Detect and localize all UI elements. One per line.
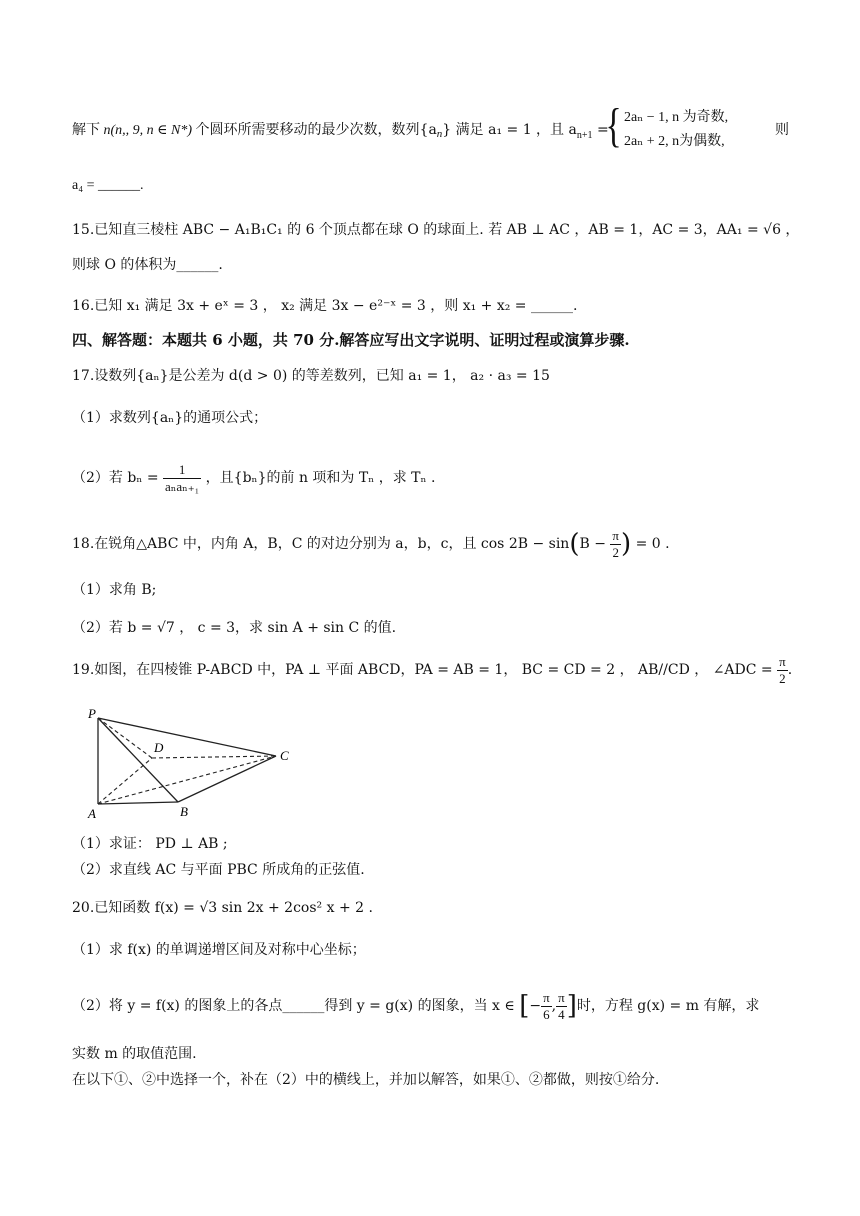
q17-part2-post: ，且{bₙ}的前 n 项和为 Tₙ ，求 Tₙ . (205, 470, 436, 486)
q18-line1-pre: 18.在锐角△ABC 中，内角 A，B，C 的对边分别为 a，b，c，且 cos 2B − sin (72, 536, 570, 552)
edge-PB (98, 718, 178, 802)
q14-math: n(n,, 9, n ∈ N*) (100, 123, 196, 138)
q19-part1: （1）求证： PD ⊥ AB ; (72, 836, 228, 852)
q20-part1: （1）求 f(x) 的单调递增区间及对称中心坐标； (72, 942, 366, 958)
q14-line2: a₄ = ______. (72, 178, 144, 193)
fraction-numerator: π (558, 989, 565, 1005)
q19-line1-pre: 19.如图，在四棱锥 P-ABCD 中，PA ⊥ 平面 ABCD，PA = AB = 1， BC = CD = 2 ， AB//CD ， ∠ADC = (72, 662, 778, 678)
q17-part1: （1）求数列{aₙ}的通项公式； (72, 410, 268, 426)
q17-fraction (163, 462, 201, 495)
fraction-denominator: 4 (558, 1006, 565, 1022)
label-B: B (180, 804, 188, 819)
q18-fraction (610, 528, 621, 561)
q18-line1: 18.在锐角△ABC 中，内角 A，B，C 的对边分别为 a，b，c，且 cos 2B − sin(B − $\frac{\pi}{2}$ ) = 0 . (72, 527, 670, 560)
q19-part2: （2）求直线 AC 与平面 PBC 所成角的正弦值. (72, 862, 365, 878)
interval-lhs-fraction (541, 990, 552, 1023)
q14-piecewise (602, 100, 792, 156)
q16-line1: 16.已知 x₁ 满足 3x + eˣ = 3 ， x₂ 满足 3x − e²⁻ˣ = 3 ，则 x₁ + x₂ = ______. (72, 298, 578, 314)
q20-part2-pre: （2）将 y = f(x) 的图象上的各点______得到 y = g(x) 的图象，当 x ∈ (72, 998, 520, 1014)
fraction-numerator: π (543, 989, 550, 1005)
q20-line-cont: 实数 m 的取值范围. (72, 1046, 197, 1062)
q20-part2: （2）将 y = f(x) 的图象上的各点______得到 y = g(x) 的图象，当 x ∈ [− $\frac{\pi}{6}$ , $\frac{\pi}{4}$ ]时，方程 g(x) = m 有解，求 (72, 989, 760, 1022)
fraction-denominator: aₙaₙ₊₁ (165, 478, 200, 494)
q17-part2 (72, 460, 800, 496)
q14-case-even: 2aₙ + 2, n为偶数, (624, 134, 725, 149)
edge-AD (98, 758, 152, 804)
q18-part2: （2）若 b = √7 ， c = 3，求 sin A + sin C 的值. (72, 620, 397, 636)
q14-text-mid: 个圆环所需要移动的最少次数，数列{a (195, 122, 437, 138)
edge-DC (152, 756, 276, 758)
q14-subscript: n+1 (576, 130, 593, 141)
q17-part2-pre: （2）若 bₙ = (72, 470, 164, 486)
q18-paren-text: B − (579, 536, 611, 552)
q20-part2-post: 时，方程 g(x) = m 有解，求 (576, 998, 760, 1014)
q18-line1-post: = 0 . (631, 536, 670, 552)
q14-case-odd: 2aₙ − 1, n 为奇数, (624, 110, 729, 125)
fraction-numerator: π (779, 653, 786, 669)
interval-rhs-fraction (556, 990, 567, 1023)
fraction-numerator: 1 (163, 462, 201, 479)
q14-text-pre: 解下 (72, 122, 100, 138)
q17-line1: 17.设数列{aₙ}是公差为 d(d > 0) 的等差数列，已知 a₁ = 1， a₂ · a₃ = 15 (72, 368, 550, 384)
piecewise-brace: { (605, 99, 622, 152)
pyramid-diagram (80, 706, 310, 826)
edge-BC (178, 756, 276, 802)
q14-eq: = (592, 122, 609, 138)
q15-line1: 15.已知直三棱柱 ABC − A₁B₁C₁ 的 6 个顶点都在球 O 的球面上. 若 AB ⊥ AC ，AB = 1，AC = 3，AA₁ = √6 ， (72, 222, 800, 238)
q14-text-mid2: } 满足 a₁ = 1 ，且 a (442, 122, 577, 138)
fraction-numerator: π (612, 527, 619, 543)
fraction-denominator: 2 (779, 670, 786, 686)
q20-note: 在以下①、②中选择一个，补在（2）中的横线上，并加以解答，如果①、②都做，则按①给分. (72, 1072, 660, 1088)
label-C: C (280, 748, 289, 763)
fraction-denominator: 6 (543, 1006, 550, 1022)
edge-AC (98, 756, 276, 804)
edge-AB (98, 802, 178, 804)
label-P: P (88, 706, 96, 721)
q19-line1-post: . (787, 662, 793, 678)
label-A: A (88, 806, 96, 821)
label-D: D (154, 740, 164, 755)
pyramid-figure (80, 706, 310, 826)
q14-line1: 解下 n(n,, 9, n ∈ N*) 个圆环所需要移动的最少次数，数列$\{a_n\}$ 满足 a₁ = 1 ，且 $a_{n+1}$ = (72, 122, 609, 141)
edge-PC (98, 718, 276, 756)
q18-part1: （1）求角 B; (72, 582, 157, 598)
q19-line1 (72, 652, 800, 688)
fraction-denominator: 2 (612, 544, 619, 560)
q19-fraction (777, 654, 788, 687)
q14-then: 则 (775, 122, 789, 138)
section-heading: 四、解答题：本题共 6 小题，共 70 分.解答应写出文字说明、证明过程或演算步骤. (72, 331, 630, 349)
q20-line1: 20.已知函数 f(x) = √3 sin 2x + 2cos² x + 2 . (72, 900, 373, 916)
q15-line2: 则球 O 的体积为______. (72, 257, 223, 273)
